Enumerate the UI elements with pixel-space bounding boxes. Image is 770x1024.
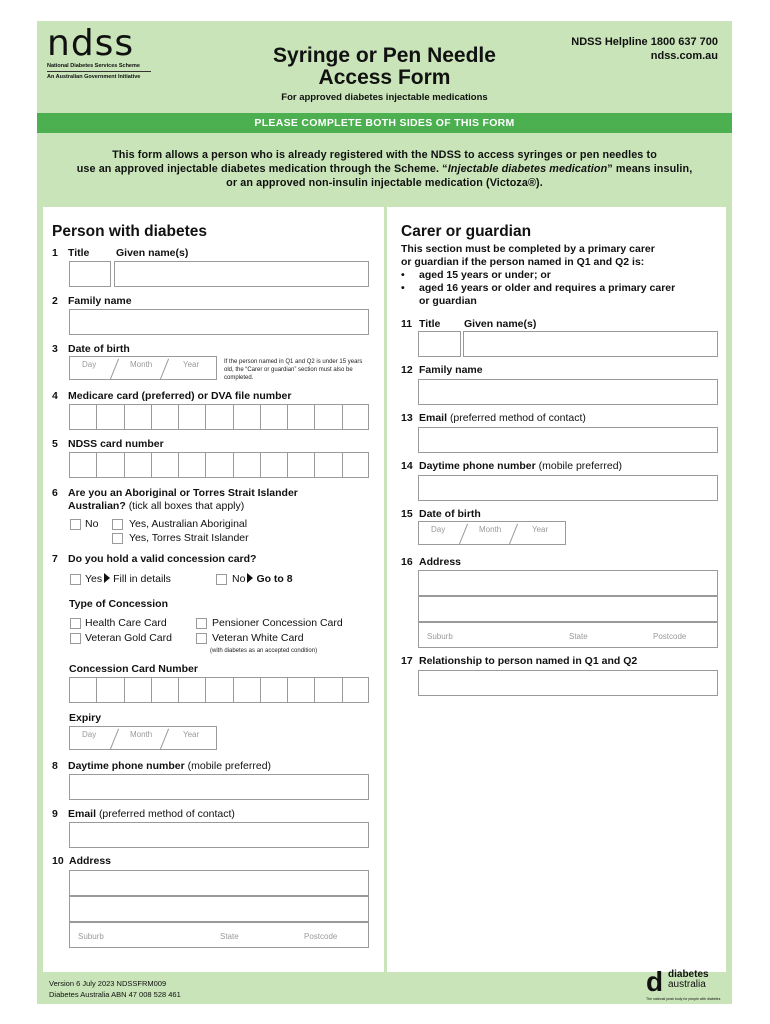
digit-cell[interactable] xyxy=(69,452,96,478)
carer-address-line1-input[interactable] xyxy=(418,570,718,596)
q6-line2: Australian? xyxy=(68,500,126,512)
da-logo-mark: d xyxy=(646,966,664,997)
digit-cell[interactable] xyxy=(96,404,123,430)
q6-hint: (tick all boxes that apply) xyxy=(128,500,245,512)
expiry-year-placeholder: Year xyxy=(183,730,200,739)
carer-title-input[interactable] xyxy=(418,331,461,357)
expiry-input[interactable] xyxy=(69,726,217,750)
q7-no-option xyxy=(232,573,293,585)
intro-text xyxy=(47,148,722,190)
q3-note: If the person named in Q1 and Q2 is under 15 years old, the “Carer or guardian” section must also be completed. xyxy=(224,359,363,381)
concession-number-input[interactable] xyxy=(69,677,369,703)
digit-cell[interactable] xyxy=(342,677,369,703)
state-placeholder: State xyxy=(220,932,239,941)
q6-no-label: No xyxy=(85,518,99,530)
q7-no-action: Go to 8 xyxy=(256,573,293,585)
digit-cell[interactable] xyxy=(260,404,287,430)
digit-cell[interactable] xyxy=(124,404,151,430)
da-logo-line2: australia xyxy=(668,979,706,990)
digit-cell[interactable] xyxy=(205,452,232,478)
digit-cell[interactable] xyxy=(205,677,232,703)
digit-cell[interactable] xyxy=(178,404,205,430)
logo-subtitle: National Diabetes Services Scheme xyxy=(47,63,151,72)
date-separator xyxy=(459,524,468,545)
carer-intro-line2: or guardian if the person named in Q1 and Q2 is: xyxy=(401,256,645,268)
digit-cell[interactable] xyxy=(205,404,232,430)
q6-line1: Are you an Aboriginal or Torres Strait Islander xyxy=(68,487,298,499)
q12-label xyxy=(401,364,483,376)
q8-text: Daytime phone number xyxy=(68,760,185,772)
da-logo-tagline: The national peak body for people with diabetes xyxy=(646,997,721,1001)
health-care-card-label: Health Care Card xyxy=(85,617,167,629)
q11-given-label: Given name(s) xyxy=(464,318,537,330)
form-title xyxy=(237,45,532,89)
pensioner-card-checkbox[interactable] xyxy=(196,618,207,629)
q8-label xyxy=(52,760,271,772)
q7-yes-checkbox[interactable] xyxy=(70,574,81,585)
diabetes-australia-logo xyxy=(646,966,721,1001)
da-logo-text xyxy=(668,970,709,990)
carer-dob-day-placeholder: Day xyxy=(431,525,446,534)
carer-dob-month-placeholder: Month xyxy=(479,525,502,534)
q6-aboriginal-checkbox[interactable] xyxy=(112,519,123,530)
form-page xyxy=(37,21,732,1004)
q15-number: 15 xyxy=(401,508,413,520)
q14-text: Daytime phone number xyxy=(419,460,536,472)
digit-cell[interactable] xyxy=(124,452,151,478)
q9-number: 9 xyxy=(52,808,58,820)
digit-cell[interactable] xyxy=(233,452,260,478)
q11-label xyxy=(401,318,440,330)
helpline-info xyxy=(571,35,718,63)
q17-text: Relationship to person named in Q1 and Q2 xyxy=(419,655,638,667)
q13-text: Email xyxy=(419,412,448,424)
carer-phone-input[interactable] xyxy=(418,475,718,501)
q3-text: Date of birth xyxy=(68,343,130,355)
q6-number: 6 xyxy=(52,487,58,499)
q6-torres-strait-label: Yes, Torres Strait Islander xyxy=(129,532,249,544)
ndss-logo xyxy=(47,23,157,80)
q1-given-label: Given name(s) xyxy=(116,247,189,259)
section-title-person: Person with diabetes xyxy=(52,223,208,240)
form-subtitle: For approved diabetes injectable medications xyxy=(281,92,488,103)
postcode-placeholder: Postcode xyxy=(304,932,338,941)
q7-no-checkbox[interactable] xyxy=(216,574,227,585)
q14-number: 14 xyxy=(401,460,413,472)
q11-title-label: Title xyxy=(419,318,441,330)
digit-cell[interactable] xyxy=(314,677,341,703)
q7-text: Do you hold a valid concession card? xyxy=(68,553,257,565)
q17-number: 17 xyxy=(401,655,413,667)
concession-number-label: Concession Card Number xyxy=(69,663,198,675)
carer-state-placeholder: State xyxy=(569,632,588,641)
q10-text: Address xyxy=(69,855,112,867)
digit-cell[interactable] xyxy=(151,404,178,430)
q7-yes-action: Fill in details xyxy=(113,573,171,585)
expiry-month-placeholder: Month xyxy=(130,730,153,739)
q6-no-checkbox[interactable] xyxy=(70,519,81,530)
concession-type-label: Type of Concession xyxy=(69,598,168,610)
digit-cell[interactable] xyxy=(96,677,123,703)
carer-bullet2a: aged 16 years or older and requires a primary carer xyxy=(419,282,676,294)
q4-label xyxy=(52,390,291,402)
q10-number: 10 xyxy=(52,855,64,867)
family-name-input[interactable] xyxy=(69,309,369,335)
pensioner-card-label: Pensioner Concession Card xyxy=(212,617,343,629)
dob-input[interactable] xyxy=(69,356,217,380)
intro-line1: This form allows a person who is already registered with the NDSS to access syringes or pen needles to xyxy=(112,149,657,161)
q5-text: NDSS card number xyxy=(68,438,164,450)
q8-hint: (mobile preferred) xyxy=(187,760,272,772)
address-line2-input[interactable] xyxy=(69,896,369,922)
date-separator xyxy=(110,729,119,750)
digit-cell[interactable] xyxy=(287,677,314,703)
digit-cell[interactable] xyxy=(233,677,260,703)
q6-label xyxy=(52,487,298,513)
q5-label xyxy=(52,438,164,450)
veteran-white-card-label: Veteran White Card xyxy=(212,632,304,644)
date-separator xyxy=(160,359,169,380)
digit-cell[interactable] xyxy=(233,404,260,430)
form-title-line2: Access Form xyxy=(318,66,451,89)
q6-torres-strait-checkbox[interactable] xyxy=(112,533,123,544)
q9-label xyxy=(52,808,235,820)
q12-text: Family name xyxy=(419,364,483,376)
health-care-card-checkbox[interactable] xyxy=(70,618,81,629)
bullet: • xyxy=(401,269,405,281)
digit-cell[interactable] xyxy=(287,404,314,430)
veteran-white-note: (with diabetes as an accepted condition) xyxy=(210,648,318,654)
helpline-number: NDSS Helpline 1800 637 700 xyxy=(571,36,718,48)
person-with-diabetes-panel xyxy=(43,207,384,972)
digit-cell[interactable] xyxy=(342,404,369,430)
suburb-state-postcode-input[interactable] xyxy=(69,922,369,948)
carer-family-name-input[interactable] xyxy=(418,379,718,405)
version-text: Version 6 July 2023 NDSSFRM009 xyxy=(49,979,167,988)
q14-label xyxy=(401,460,622,472)
digit-cell[interactable] xyxy=(178,677,205,703)
q7-yes-option xyxy=(85,573,171,585)
q3-label xyxy=(52,343,130,355)
digit-cell[interactable] xyxy=(151,677,178,703)
date-separator xyxy=(160,729,169,750)
carer-address-line2-input[interactable] xyxy=(418,596,718,622)
form-footer xyxy=(49,978,181,1000)
carer-dob-year-placeholder: Year xyxy=(532,525,549,534)
q9-text: Email xyxy=(68,808,97,820)
digit-cell[interactable] xyxy=(342,452,369,478)
website-link[interactable]: ndss.com.au xyxy=(650,50,718,62)
q15-label xyxy=(401,508,481,520)
q4-number: 4 xyxy=(52,390,58,402)
ndss-number-input[interactable] xyxy=(69,452,369,478)
q17-label xyxy=(401,655,637,667)
complete-both-sides-banner: PLEASE COMPLETE BOTH SIDES OF THIS FORM xyxy=(37,113,732,133)
given-names-input[interactable] xyxy=(114,261,369,287)
section-title-carer: Carer or guardian xyxy=(401,223,532,240)
q13-number: 13 xyxy=(401,412,413,424)
form-header xyxy=(37,21,732,113)
carer-suburb-placeholder: Suburb xyxy=(427,632,453,641)
q2-label xyxy=(52,295,132,307)
digit-cell[interactable] xyxy=(260,452,287,478)
q9-hint: (preferred method of contact) xyxy=(98,808,235,820)
carer-given-names-input[interactable] xyxy=(463,331,718,357)
logo-wordmark: ndss xyxy=(47,23,135,64)
q13-hint: (preferred method of contact) xyxy=(449,412,586,424)
q16-text: Address xyxy=(419,556,462,568)
q11-number: 11 xyxy=(401,318,413,330)
digit-cell[interactable] xyxy=(69,404,96,430)
logo-government-line: An Australian Government Initiative xyxy=(47,74,141,80)
q12-number: 12 xyxy=(401,364,413,376)
q4-text: Medicare card (preferred) or DVA file number xyxy=(68,390,292,402)
carer-postcode-placeholder: Postcode xyxy=(653,632,687,641)
arrow-right-icon xyxy=(104,573,110,583)
carer-bullet2b: or guardian xyxy=(419,295,477,307)
expiry-label: Expiry xyxy=(69,712,102,724)
intro-line2 xyxy=(47,162,722,176)
phone-input[interactable] xyxy=(69,774,369,800)
abn-text: Diabetes Australia ABN 47 008 528 461 xyxy=(49,990,181,999)
medicare-number-input[interactable] xyxy=(69,404,369,430)
veteran-white-card-checkbox[interactable] xyxy=(196,633,207,644)
q16-label xyxy=(401,556,461,568)
email-input[interactable] xyxy=(69,822,369,848)
digit-cell[interactable] xyxy=(314,404,341,430)
q16-number: 16 xyxy=(401,556,413,568)
q3-number: 3 xyxy=(52,343,58,355)
q8-number: 8 xyxy=(52,760,58,772)
intro-line2-b: ” means insulin, xyxy=(607,163,693,175)
q7-number: 7 xyxy=(52,553,58,565)
q6-aboriginal-label: Yes, Australian Aboriginal xyxy=(129,518,248,530)
intro-line3: or an approved non-insulin injectable medication (Victoza®). xyxy=(226,177,543,189)
dob-month-placeholder: Month xyxy=(130,360,153,369)
title-input[interactable] xyxy=(69,261,111,287)
address-line1-input[interactable] xyxy=(69,870,369,896)
carer-email-input[interactable] xyxy=(418,427,718,453)
bullet: • xyxy=(401,282,405,294)
arrow-right-icon xyxy=(247,573,253,583)
dob-day-placeholder: Day xyxy=(82,360,97,369)
suburb-placeholder: Suburb xyxy=(78,932,104,941)
intro-line2-a: use an approved injectable diabetes medication through the Scheme. “ xyxy=(76,163,448,175)
carer-instructions xyxy=(401,243,675,308)
date-separator xyxy=(110,359,119,380)
intro-emphasis: Injectable diabetes medication xyxy=(447,163,608,175)
q14-hint: (mobile preferred) xyxy=(538,460,623,472)
q7-label xyxy=(52,553,256,565)
digit-cell[interactable] xyxy=(69,677,96,703)
carer-dob-input[interactable] xyxy=(418,521,566,545)
q2-number: 2 xyxy=(52,295,58,307)
dob-year-placeholder: Year xyxy=(183,360,200,369)
carer-suburb-state-postcode-input[interactable] xyxy=(418,622,718,648)
carer-intro-line1: This section must be completed by a primary carer xyxy=(401,243,655,255)
q5-number: 5 xyxy=(52,438,58,450)
digit-cell[interactable] xyxy=(151,452,178,478)
digit-cell[interactable] xyxy=(178,452,205,478)
digit-cell[interactable] xyxy=(314,452,341,478)
date-separator xyxy=(509,524,518,545)
digit-cell[interactable] xyxy=(96,452,123,478)
carer-bullet1: aged 15 years or under; or xyxy=(419,269,551,281)
q15-text: Date of birth xyxy=(419,508,481,520)
digit-cell[interactable] xyxy=(287,452,314,478)
da-logo-line1: diabetes xyxy=(668,969,709,980)
q7-yes-label: Yes xyxy=(85,573,103,585)
q1-title-label: Title xyxy=(68,247,90,259)
q1-label xyxy=(52,247,89,259)
form-title-line1: Syringe or Pen Needle xyxy=(273,44,496,67)
carer-or-guardian-panel xyxy=(387,207,726,972)
expiry-day-placeholder: Day xyxy=(82,730,97,739)
veteran-gold-card-label: Veteran Gold Card xyxy=(85,632,172,644)
veteran-gold-card-checkbox[interactable] xyxy=(70,633,81,644)
relationship-input[interactable] xyxy=(418,670,718,696)
q7-no-label: No xyxy=(232,573,246,585)
q2-text: Family name xyxy=(68,295,132,307)
q13-label xyxy=(401,412,586,424)
q1-number: 1 xyxy=(52,247,58,259)
digit-cell[interactable] xyxy=(124,677,151,703)
q10-label xyxy=(52,855,111,867)
digit-cell[interactable] xyxy=(260,677,287,703)
